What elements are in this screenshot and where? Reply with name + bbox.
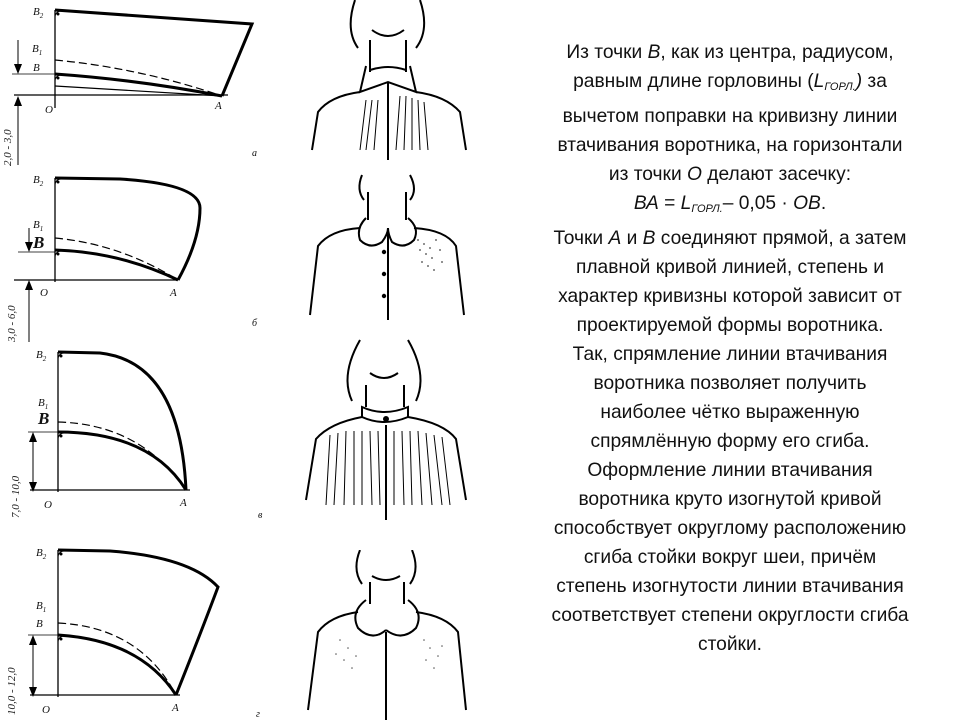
label-point-b1: $В_1$ <box>38 397 49 412</box>
dimension-label: 10,0 - 12,0 <box>6 667 18 715</box>
draft-b-drawing <box>0 170 275 340</box>
text-fragment: воротника позволяет получить <box>593 373 867 394</box>
text-fragment: характер кривизны которой зависит от <box>558 286 902 307</box>
dimension-label: 2,0 - 3,0 <box>2 129 14 166</box>
figure-flat-rounded-collar <box>300 550 475 720</box>
dimension-label: 3,0 - 6,0 <box>6 305 18 342</box>
text-fragment: В <box>642 228 656 249</box>
text-fragment: L <box>813 71 825 92</box>
text-line <box>500 398 960 427</box>
text-line <box>500 160 960 189</box>
text-fragment: О <box>687 164 702 185</box>
text-fragment: L <box>680 193 692 214</box>
label-point-b: В <box>36 618 43 630</box>
text-fragment: за <box>862 71 887 92</box>
text-fragment: Так, спрямление линии втачивания <box>572 344 888 365</box>
label-point-b1: $В_1$ <box>33 219 44 234</box>
label-point-b2: $В_2$ <box>33 174 44 189</box>
text-line <box>500 38 960 67</box>
text-fragment: ГОРЛ. <box>824 81 856 93</box>
panel-sublabel: б <box>252 318 258 329</box>
text-line <box>500 630 960 659</box>
text-line <box>500 340 960 369</box>
text-line <box>500 102 960 131</box>
text-fragment: ) <box>855 71 863 92</box>
text-fragment: ОВ <box>793 193 821 214</box>
draft-panel-v <box>0 340 275 530</box>
text-fragment: втачивания воротника, на горизонтали <box>557 135 903 156</box>
dimension-label: 7,0 - 10,0 <box>10 475 22 518</box>
text-line <box>500 543 960 572</box>
text-fragment: способствует округлому расположению <box>553 518 907 539</box>
label-point-a: А <box>215 100 222 112</box>
label-point-b2: $В_2$ <box>36 547 47 562</box>
draft-panel-b <box>0 170 275 340</box>
text-fragment: сгиба стойки вокруг шеи, причём <box>583 547 877 568</box>
text-fragment: проектируемой формы воротника. <box>576 315 884 336</box>
text-fragment: . <box>820 193 827 214</box>
collar-draft-column <box>0 0 275 720</box>
text-line <box>500 601 960 630</box>
label-point-a: А <box>172 702 179 714</box>
text-fragment: ГОРЛ. <box>691 203 723 215</box>
label-point-o: О <box>42 704 50 716</box>
sketch-straight-collar <box>300 0 475 160</box>
text-fragment: В <box>647 42 661 63</box>
text-fragment: стойки. <box>698 634 762 655</box>
text-fragment: вычетом поправки на кривизну линии <box>562 106 898 127</box>
collar-sketch-column <box>300 0 475 720</box>
label-point-o: О <box>44 499 52 511</box>
panel-sublabel: в <box>258 510 263 521</box>
explanation-text <box>500 38 960 659</box>
text-line <box>500 131 960 160</box>
figure-rounded-peter-pan-collar <box>300 170 475 320</box>
text-fragment: Оформление линии втачивания <box>587 460 873 481</box>
label-point-a: А <box>180 497 187 509</box>
figure-straight-stand-collar <box>300 0 475 160</box>
text-line <box>500 456 960 485</box>
text-line <box>500 224 960 253</box>
text-fragment: – 0,05 · <box>722 193 794 214</box>
text-fragment: равным длине горловины ( <box>573 71 814 92</box>
label-point-b: В <box>33 62 40 74</box>
text-line <box>500 572 960 601</box>
panel-sublabel: а <box>252 148 257 159</box>
draft-panel-g <box>0 535 275 720</box>
text-fragment: наиболее чётко выраженную <box>600 402 860 423</box>
label-point-o: О <box>40 287 48 299</box>
text-fragment: спрямлённую форму его сгиба. <box>590 431 870 452</box>
text-line <box>500 369 960 398</box>
panel-sublabel: г <box>256 709 260 720</box>
draft-a-drawing <box>0 0 275 170</box>
text-line <box>500 67 960 102</box>
sketch-flat-collar <box>300 550 475 720</box>
label-point-b1: $В_1$ <box>32 43 43 58</box>
label-point-a: А <box>170 287 177 299</box>
text-line <box>500 311 960 340</box>
text-fragment: делают засечку: <box>701 164 852 185</box>
text-line <box>500 514 960 543</box>
text-fragment: и <box>621 228 643 249</box>
text-fragment: плавной кривой линией, степень и <box>575 257 885 278</box>
sketch-high-collar <box>300 335 475 520</box>
sketch-rounded-collar <box>300 170 475 320</box>
label-point-b1: $В_1$ <box>36 600 47 615</box>
text-line <box>500 485 960 514</box>
text-fragment: , как из центра, радиусом, <box>660 42 894 63</box>
text-fragment: = <box>658 193 681 214</box>
draft-panel-a <box>0 0 275 170</box>
text-fragment: соединяют прямой, а затем <box>655 228 907 249</box>
text-fragment: А <box>608 228 622 249</box>
figure-high-stand-collar <box>300 335 475 520</box>
text-fragment: Из точки <box>566 42 648 63</box>
text-fragment: степень изогнутости линии втачивания <box>556 576 904 597</box>
label-point-b: В <box>33 233 45 252</box>
text-fragment: соответствует степени округлости сгиба <box>551 605 909 626</box>
text-fragment: ВА <box>633 193 659 214</box>
text-fragment: из точки <box>608 164 687 185</box>
text-fragment: воротника круто изогнутой кривой <box>578 489 882 510</box>
label-point-o: О <box>45 104 53 116</box>
label-point-b2: $В_2$ <box>33 6 44 21</box>
text-line <box>500 427 960 456</box>
label-point-b2: $В_2$ <box>36 349 47 364</box>
text-line <box>500 282 960 311</box>
label-point-b: В <box>38 409 50 428</box>
text-line <box>500 253 960 282</box>
text-fragment: Точки <box>553 228 609 249</box>
draft-v-drawing <box>0 340 275 530</box>
text-line <box>500 189 960 224</box>
